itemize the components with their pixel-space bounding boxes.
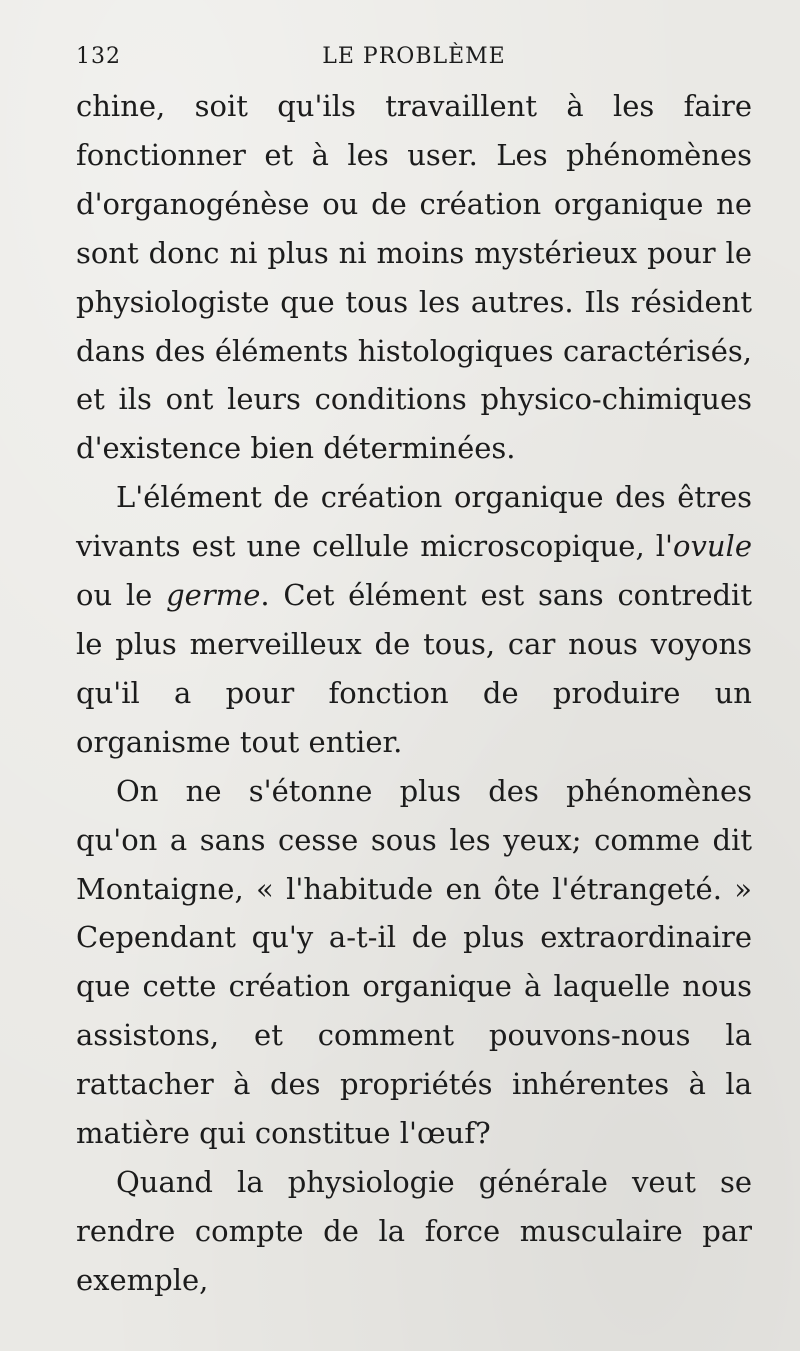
page-number: 132 [76, 44, 121, 69]
body-text [76, 82, 752, 1305]
paragraph-1: chine, soit qu'ils travaillent à les faire fonctionner et à les user. Les phénomènes d'organogénèse ou de création organique ne sont donc ni plus ni moins mystérieux pour le physiologiste que tous les autres. Ils résident dans des éléments histologiques caractérisés, et ils ont leurs conditions physico-chimiques d'existence bien déterminées. [76, 89, 752, 466]
paragraph-4: Quand la physiologie générale veut se rendre compte de la force musculaire par exemple, [76, 1164, 752, 1297]
paragraph-3: On ne s'étonne plus des phénomènes qu'on a sans cesse sous les yeux; comme dit Montaigne, « l'habitude en ôte l'étrangeté. » Cependant qu'y a-t-il de plus extraordinaire que cette création organique à laquelle nous assistons, et comment pouvons-nous la rattacher à des propriétés inhérentes à la matière qui constitue l'œuf? [76, 773, 752, 1151]
paragraph-2-part-1: L'élément de création organique des êtres vivants est une cellule microscopique, l' [76, 480, 752, 564]
running-head: LE PROBLÈME [322, 44, 506, 69]
italic-term-germe: germe [166, 578, 261, 613]
italic-term-ovule: ovule [673, 529, 752, 564]
paragraph-2-part-2: ou le [76, 578, 167, 613]
paragraph-2 [76, 473, 752, 766]
page-header [76, 40, 752, 76]
paragraph-2-part-3: . Cet élément est sans contredit le plus merveilleux de tous, car nous voyons qu'il a pour fonction de produire un organisme tout entier. [76, 578, 752, 759]
